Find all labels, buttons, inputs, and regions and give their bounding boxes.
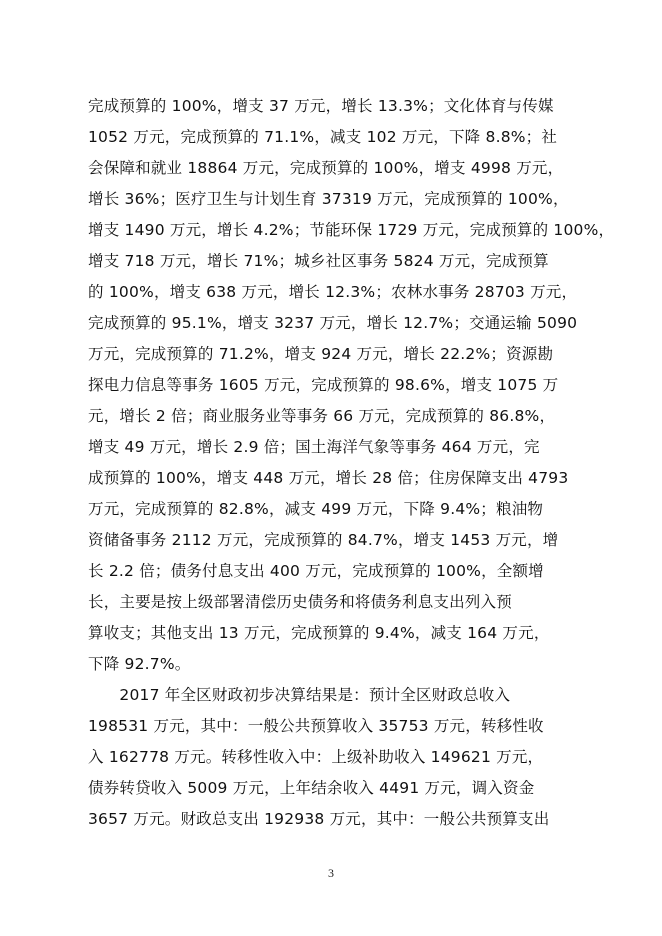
text-line: 增长 36%；医疗卫生与计划生育 37319 万元，完成预算的 100%， [88, 190, 569, 208]
text-line: 3657 万元。财政总支出 192938 万元，其中：一般公共预算支出 [88, 810, 550, 828]
text-line: 长，主要是按上级部署清偿历史债务和将债务利息支出列入预 [88, 593, 512, 611]
text-line: 资储备事务 2112 万元，完成预算的 84.7%，增支 1453 万元，增 [88, 531, 559, 549]
text-line: 万元，完成预算的 82.8%，减支 499 万元，下降 9.4%；粮油物 [88, 500, 544, 518]
text-line: 探电力信息等事务 1605 万元，完成预算的 98.6%，增支 1075 万 [88, 376, 559, 394]
text-line: 下降 92.7%。 [88, 655, 191, 673]
body-text [88, 91, 615, 835]
text-line: 债券转贷收入 5009 万元，上年结余收入 4491 万元，调入资金 [88, 779, 535, 797]
text-line: 长 2.2 倍；债务付息支出 400 万元，完成预算的 100%，全额增 [88, 562, 544, 580]
text-line: 元，增长 2 倍；商业服务业等事务 66 万元，完成预算的 86.8%， [88, 407, 556, 425]
text-line: 1052 万元，完成预算的 71.1%，减支 102 万元，下降 8.8%；社 [88, 128, 558, 146]
text-line: 的 100%，增支 638 万元，增长 12.3%；农林水事务 28703 万元， [88, 283, 578, 301]
text-line: 2017 年全区财政初步决算结果是：预计全区财政总收入 [88, 686, 511, 704]
page-number: 3 [328, 866, 334, 880]
text-line: 完成预算的 100%，增支 37 万元，增长 13.3%；文化体育与传媒 [88, 97, 554, 115]
text-line: 增支 1490 万元，增长 4.2%；节能环保 1729 万元，完成预算的 100%， [88, 221, 615, 239]
text-line: 入 162778 万元。转移性收入中：上级补助收入 149621 万元， [88, 748, 544, 766]
text-line: 198531 万元，其中：一般公共预算收入 35753 万元，转移性收 [88, 717, 544, 735]
text-line: 万元，完成预算的 71.2%，增支 924 万元，增长 22.2%；资源勘 [88, 345, 554, 363]
text-line: 算收支；其他支出 13 万元，完成预算的 9.4%，减支 164 万元， [88, 624, 550, 642]
text-line: 成预算的 100%，增支 448 万元，增长 28 倍；住房保障支出 4793 [88, 469, 569, 487]
text-line: 会保障和就业 18864 万元，完成预算的 100%，增支 4998 万元， [88, 159, 564, 177]
text-line: 增支 718 万元，增长 71%；城乡社区事务 5824 万元，完成预算 [88, 252, 549, 270]
text-line: 完成预算的 95.1%，增支 3237 万元，增长 12.7%；交通运输 5090 [88, 314, 578, 332]
text-line: 增支 49 万元，增长 2.9 倍；国土海洋气象等事务 464 万元，完 [88, 438, 540, 456]
